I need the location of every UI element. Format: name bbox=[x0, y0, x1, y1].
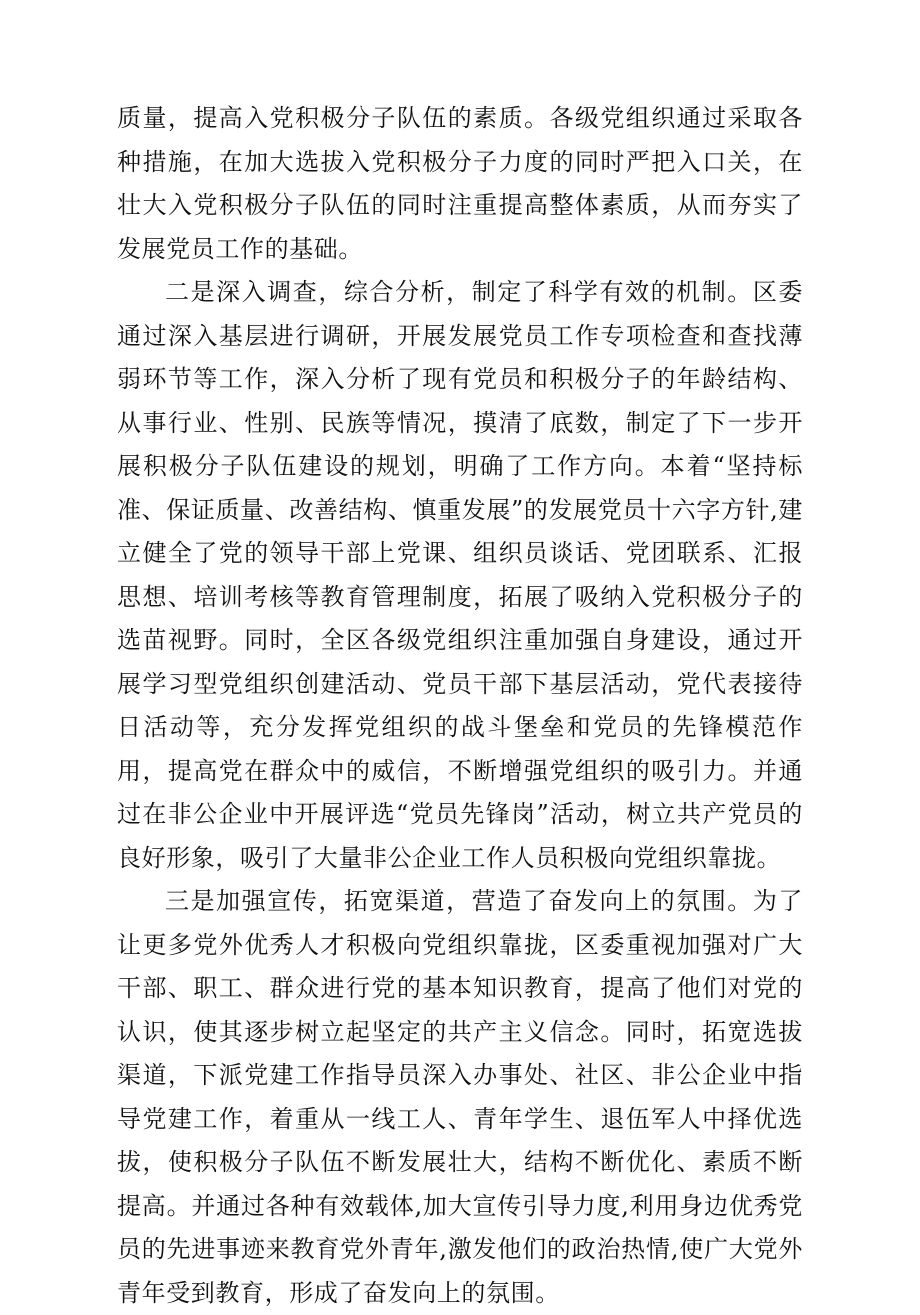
paragraph-point-three: 三是加强宣传，拓宽渠道，营造了奋发向上的氛围。为了让更多党外优秀人才积极向党组织靠拢，区委重视加强对广大干部、职工、群众进行党的基本知识教育，提高了他们对党的认识，使其逐步树立起坚定的共产主义信念。同时，拓宽选拔渠道，下派党建工作指导员深入办事处、社区、非公企业中指导党建工作，着重从一线工人、青年学生、退伍军人中择优选拔，使积极分子队伍不断发展壮大，结构不断优化、素质不断提高。并通过各种有效载体,加大宣传引导力度,利用身边优秀党员的先进事迹来教育党外青年,激发他们的政治热情,使广大党外青年受到教育，形成了奋发向上的氛围。 bbox=[117, 887, 803, 1307]
paragraph-point-two: 二是深入调查，综合分析，制定了科学有效的机制。区委通过深入基层进行调研，开展发展党员工作专项检查和查找薄弱环节等工作，深入分析了现有党员和积极分子的年龄结构、从事行业、性别、民族等情况，摸清了底数，制定了下一步开展积极分子队伍建设的规划，明确了工作方向。本着“坚持标准、保证质量、改善结构、慎重发展”的发展党员十六字方针,建立健全了党的领导干部上党课、组织员谈话、党团联系、汇报思想、培训考核等教育管理制度，拓展了吸纳入党积极分子的选苗视野。同时，全区各级党组织注重加强自身建设，通过开展学习型党组织创建活动、党员干部下基层活动，党代表接待日活动等，充分发挥党组织的战斗堡垒和党员的先锋模范作用，提高党在群众中的威信，不断增强党组织的吸引力。并通过在非公企业中开展评选“党员先锋岗”活动，树立共产党员的良好形象，吸引了大量非公企业工作人员积极向党组织靠拢。 bbox=[117, 278, 803, 872]
paragraph-continuation: 质量，提高入党积极分子队伍的素质。各级党组织通过采取各种措施，在加大选拔入党积极分子力度的同时严把入口关，在壮大入党积极分子队伍的同时注重提高整体素质，从而夯实了发展党员工作的基础。 bbox=[117, 104, 803, 263]
document-body bbox=[117, 97, 803, 1315]
